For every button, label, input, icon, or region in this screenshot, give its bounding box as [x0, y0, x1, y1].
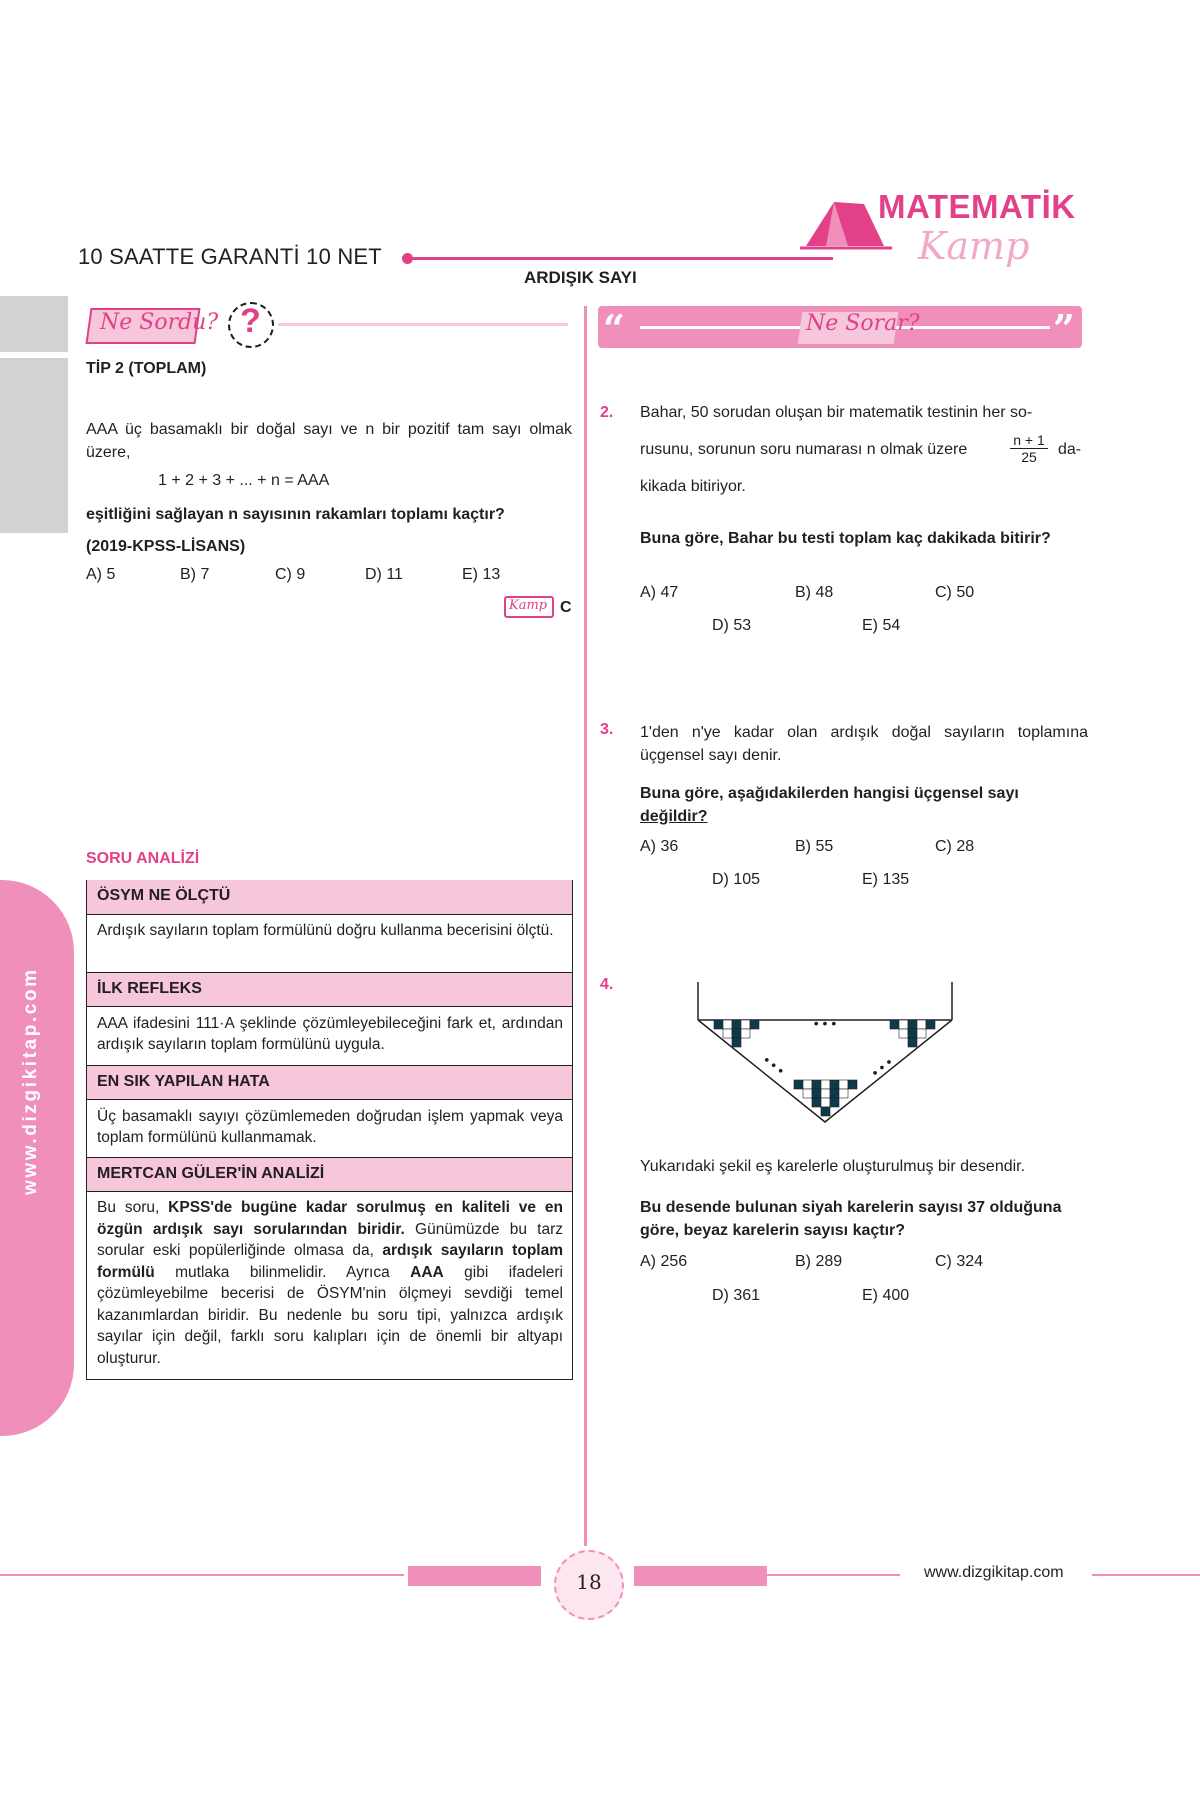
q3-question: [640, 782, 1088, 828]
q3-option-d[interactable]: D) 105: [712, 871, 761, 888]
white-square: [821, 1080, 830, 1089]
q1-equation: 1 + 2 + 3 + ... + n = AAA: [158, 472, 330, 489]
white-square: [839, 1080, 848, 1089]
white-square: [741, 1029, 750, 1038]
pattern-dots: • • •: [867, 1053, 896, 1081]
q3-question-emphasis: değildir?: [640, 808, 708, 825]
q4-question: Bu desende bulunan siyah karelerin sayısı 37 olduğuna göre, beyaz karelerin sayısı kaçtır?: [640, 1199, 1062, 1239]
q4-text: Yukarıdaki şekil eş karelerle oluşturulmuş bir desendir.: [640, 1158, 1026, 1175]
white-square: [803, 1080, 812, 1089]
left-banner-rule: [278, 323, 568, 326]
analysis-emphasis: KPSS'de bugüne kadar sorulmuş en kaliteli ve en özgün ardışık sayı sorularından biridir.: [97, 1199, 564, 1238]
analysis-text: gibi ifadeleri çözümleyebilme becerisi de ÖSYM'nin ölçmeyi sevdiği temel kazanımlardan biridir. Bu nedenle bu soru tipi, yalnızca ardışık sayılar için değil, farklı soru kalıpları için de önemli bir altyapı oluşturur.: [97, 1263, 563, 1367]
footer-website-url: www.dizgikitap.com: [924, 1564, 1064, 1581]
series-title: 10 SAATTE GARANTİ 10 NET: [78, 244, 382, 269]
black-square: [830, 1098, 839, 1107]
footer-rule: [0, 1574, 404, 1576]
header-dot: [402, 253, 413, 264]
q1-question: eşitliğini sağlayan n sayısının rakamları toplamı kaçtır?: [86, 506, 505, 523]
quote-open-icon: “: [603, 306, 625, 351]
q2-option-d[interactable]: D) 53: [712, 617, 752, 634]
white-square: [741, 1020, 750, 1029]
q3-option-c[interactable]: C) 28: [935, 838, 975, 855]
q3-text: 1'den n'ye kadar olan ardışık doğal sayıların toplamına üçgensel sayı denir.: [640, 724, 1088, 764]
q4-option-c[interactable]: C) 324: [935, 1253, 984, 1270]
black-square: [908, 1020, 917, 1029]
q2-number: 2.: [600, 404, 614, 421]
q1-option-a[interactable]: A) 5: [86, 566, 116, 583]
q3-option-a[interactable]: A) 36: [640, 838, 679, 855]
ne-sorar-label: Ne Sorar?: [806, 311, 920, 336]
analysis-text: Bu soru,: [97, 1199, 169, 1216]
black-square: [821, 1107, 830, 1116]
q2-option-a[interactable]: A) 47: [640, 584, 679, 601]
q4-option-a[interactable]: A) 256: [640, 1253, 688, 1270]
brand-title: MATEMATİK: [878, 188, 1076, 225]
white-square: [917, 1020, 926, 1029]
black-square: [812, 1080, 821, 1089]
footer-rule: [1092, 1574, 1200, 1576]
analysis-heading: EN SIK YAPILAN HATA: [87, 1065, 572, 1100]
black-square: [812, 1089, 821, 1098]
black-square: [714, 1020, 723, 1029]
brand-subtitle: Kamp: [918, 224, 1030, 268]
q2-text: da-: [1058, 441, 1082, 458]
black-square: [732, 1029, 741, 1038]
black-square: [794, 1080, 803, 1089]
white-square: [803, 1089, 812, 1098]
black-square: [750, 1020, 759, 1029]
analysis-heading: MERTCAN GÜLER'İN ANALİZİ: [87, 1157, 572, 1192]
analysis-text: Ardışık sayıların toplam formülünü doğru kullanma becerisini ölçtü.: [97, 922, 554, 939]
footer-rule: [767, 1574, 900, 1576]
black-square: [830, 1080, 839, 1089]
q2-text: rusunu, sorunun soru numarası n olmak üzere: [640, 441, 968, 458]
white-square: [723, 1020, 732, 1029]
white-square: [839, 1089, 848, 1098]
q2-option-c[interactable]: C) 50: [935, 584, 975, 601]
black-square: [812, 1098, 821, 1107]
q3-number: 3.: [600, 721, 614, 738]
ne-sordu-label: Ne Sordu?: [100, 310, 219, 335]
white-square: [821, 1098, 830, 1107]
black-square: [926, 1020, 935, 1029]
black-square: [908, 1029, 917, 1038]
analysis-text: AAA ifadesini 111·A şeklinde çözümleyebileceğini fark et, ardından ardışık sayıların toplam formülünü uygula.: [97, 1015, 563, 1053]
q1-option-c[interactable]: C) 9: [275, 566, 306, 583]
answer-badge-label: Kamp: [509, 598, 548, 613]
analysis-text: Üç basamaklı sayıyı çözümlemeden doğrudan işlem yapmak veya toplam formülünü kullanmamak.: [97, 1108, 563, 1146]
q2-option-e[interactable]: E) 54: [862, 617, 901, 634]
fraction-numerator: n + 1: [1010, 432, 1048, 449]
analysis-emphasis: AAA: [410, 1263, 444, 1281]
q2-text: kikada bitiriyor.: [640, 478, 746, 495]
analysis-text: mutlaka bilinmelidir. Ayrıca: [154, 1263, 411, 1281]
white-square: [899, 1029, 908, 1038]
white-square: [821, 1089, 830, 1098]
q1-answer: C: [560, 599, 572, 616]
pattern-cells: [714, 1020, 935, 1116]
black-square: [848, 1080, 857, 1089]
q2-text: Bahar, 50 sorudan oluşan bir matematik testinin her so-: [640, 404, 1033, 421]
black-square: [830, 1089, 839, 1098]
q2-option-b[interactable]: B) 48: [795, 584, 834, 601]
black-square: [732, 1020, 741, 1029]
white-square: [723, 1029, 732, 1038]
black-square: [908, 1038, 917, 1047]
analysis-title: SORU ANALİZİ: [86, 850, 200, 867]
q4-number: 4.: [600, 976, 614, 993]
black-square: [732, 1038, 741, 1047]
q1-option-e[interactable]: E) 13: [462, 566, 501, 583]
q1-option-d[interactable]: D) 11: [365, 566, 403, 583]
quote-close-icon: ”: [1053, 306, 1075, 351]
white-square: [899, 1020, 908, 1029]
side-website-url: www.dizgikitap.com: [20, 967, 41, 1195]
q3-question-text: Buna göre, aşağıdakilerden hangisi üçgensel sayı: [640, 785, 1019, 802]
analysis-final-text: [97, 1197, 563, 1369]
q4-option-e[interactable]: E) 400: [862, 1287, 910, 1304]
pattern-dots: • • •: [813, 1015, 837, 1031]
analysis-text: Günümüzde bu tarz sorular eski popülerliğinde olmasa da,: [97, 1220, 563, 1259]
q1-source: (2019-KPSS-LİSANS): [86, 538, 246, 555]
white-square: [917, 1029, 926, 1038]
gray-tab: [0, 358, 68, 533]
footer-bar: [634, 1566, 767, 1586]
column-divider: [584, 306, 587, 1546]
analysis-emphasis: ardışık sayıların toplam formülü: [97, 1242, 563, 1281]
q1-option-b[interactable]: B) 7: [180, 566, 210, 583]
q4-pattern-figure: [690, 980, 960, 1130]
q2-question: Buna göre, Bahar bu testi toplam kaç dakikada bitirir?: [640, 530, 1051, 547]
pattern-dots: • • •: [760, 1051, 788, 1079]
black-square: [890, 1020, 899, 1029]
q4-option-d[interactable]: D) 361: [712, 1287, 761, 1304]
header-rule: [413, 257, 833, 260]
question-mark-icon: ?: [240, 302, 261, 340]
gray-tab: [0, 296, 68, 352]
q3-option-b[interactable]: B) 55: [795, 838, 834, 855]
q3-option-e[interactable]: E) 135: [862, 871, 910, 888]
q2-fraction: [1010, 432, 1048, 465]
analysis-heading: İLK REFLEKS: [87, 972, 572, 1007]
topic-title: ARDIŞIK SAYI: [524, 268, 637, 287]
footer-bar: [408, 1566, 541, 1586]
question-type: TİP 2 (TOPLAM): [86, 360, 207, 377]
analysis-heading: ÖSYM NE ÖLÇTÜ: [87, 880, 572, 915]
q4-option-b[interactable]: B) 289: [795, 1253, 843, 1270]
q1-intro: AAA üç basamaklı bir doğal sayı ve n bir pozitif tam sayı olmak üzere,: [86, 421, 572, 461]
fraction-denominator: 25: [1021, 449, 1037, 465]
page-number: 18: [576, 1570, 602, 1594]
